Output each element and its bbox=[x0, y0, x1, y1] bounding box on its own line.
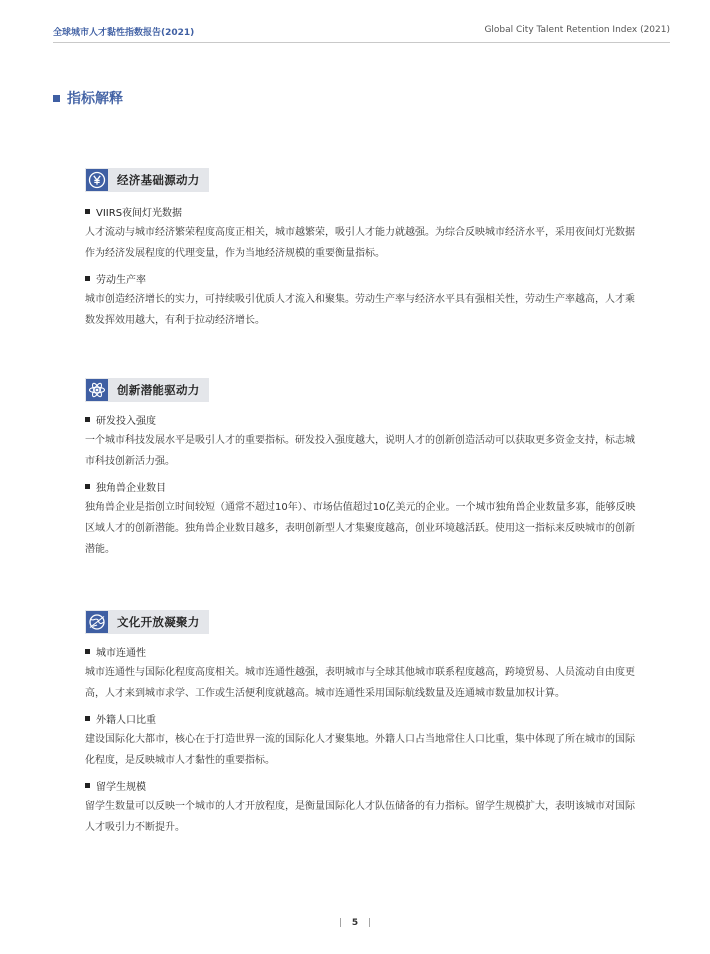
page-footer bbox=[0, 918, 710, 928]
square-bullet-icon bbox=[85, 484, 90, 489]
indicator-title-text: 留学生规模 bbox=[96, 781, 146, 793]
indicator-item bbox=[85, 271, 640, 331]
indicator-item bbox=[85, 204, 640, 264]
atom-icon bbox=[86, 379, 108, 401]
page-number: 5 bbox=[351, 918, 359, 928]
footer-divider: | bbox=[338, 918, 342, 928]
indicator-title bbox=[85, 204, 640, 218]
indicator-description: 留学生数量可以反映一个城市的人才开放程度，是衡量国际化人才队伍储备的有力指标。留学生规模扩大，表明该城市对国际人才吸引力不断提升。 bbox=[85, 801, 635, 833]
indicator-item bbox=[85, 711, 640, 771]
indicator-title bbox=[85, 412, 640, 426]
footer-divider: | bbox=[368, 918, 372, 928]
header-divider bbox=[53, 42, 670, 43]
category-title: 创新潜能驱动力 bbox=[117, 383, 200, 397]
indicator-title bbox=[85, 479, 640, 493]
report-title-en: Global City Talent Retention Index (2021) bbox=[484, 25, 670, 35]
square-bullet-icon bbox=[53, 95, 60, 102]
indicator-title bbox=[85, 271, 640, 285]
indicator-description: 一个城市科技发展水平是吸引人才的重要指标。研发投入强度越大，说明人才的创新创造活动可以获取更多资金支持，标志城市科技创新活力强。 bbox=[85, 435, 635, 467]
indicator-description: 建设国际化大都市，核心在于打造世界一流的国际化人才聚集地。外籍人口占当地常住人口比重，集中体现了所在城市的国际化程度，是反映城市人才黏性的重要指标。 bbox=[85, 734, 635, 766]
square-bullet-icon bbox=[85, 783, 90, 788]
indicator-item bbox=[85, 778, 640, 838]
indicator-description: 人才流动与城市经济繁荣程度高度正相关，城市越繁荣，吸引人才能力就越强。为综合反映城市经济水平，采用夜间灯光数据作为经济发展程度的代理变量，作为当地经济规模的重要衡量指标。 bbox=[85, 227, 635, 259]
square-bullet-icon bbox=[85, 276, 90, 281]
indicator-item bbox=[85, 479, 640, 560]
category-innovation bbox=[85, 378, 640, 560]
indicator-title-text: 研发投入强度 bbox=[96, 415, 156, 427]
indicator-title bbox=[85, 711, 640, 725]
indicator-description: 独角兽企业是指创立时间较短（通常不超过10年）、市场估值超过10亿美元的企业。一个城市独角兽企业数量多寡，能够反映区域人才的创新潜能。独角兽企业数目越多，表明创新型人才集聚度越高，创业环境越活跃。使用这一指标来反映城市的创新潜能。 bbox=[85, 502, 636, 555]
category-header bbox=[85, 610, 209, 634]
square-bullet-icon bbox=[85, 417, 90, 422]
indicator-title-text: 城市连通性 bbox=[96, 647, 146, 659]
report-title: 全球城市人才黏性指数报告(2021) bbox=[53, 28, 195, 38]
indicator-title-text: 独角兽企业数目 bbox=[96, 482, 166, 494]
category-header bbox=[85, 378, 209, 402]
square-bullet-icon bbox=[85, 649, 90, 654]
indicator-title bbox=[85, 778, 640, 792]
yen-icon bbox=[86, 169, 108, 191]
category-header bbox=[85, 168, 209, 192]
indicator-description: 城市连通性与国际化程度高度相关。城市连通性越强，表明城市与全球其他城市联系程度越高，跨境贸易、人员流动自由度更高，人才来到城市求学、工作或生活便利度就越高。城市连通性采用国际航线数量及连通城市数量加权计算。 bbox=[85, 667, 635, 699]
category-title: 文化开放凝聚力 bbox=[117, 615, 200, 629]
square-bullet-icon bbox=[85, 209, 90, 214]
indicator-title-text: VIIRS夜间灯光数据 bbox=[96, 207, 183, 219]
indicator-title bbox=[85, 644, 640, 658]
indicator-item bbox=[85, 644, 640, 704]
category-economic bbox=[85, 168, 640, 331]
square-bullet-icon bbox=[85, 716, 90, 721]
indicator-item bbox=[85, 412, 640, 472]
category-culture bbox=[85, 610, 640, 838]
section-heading bbox=[53, 88, 123, 108]
indicator-title-text: 劳动生产率 bbox=[96, 274, 146, 286]
category-title: 经济基础源动力 bbox=[117, 173, 200, 187]
globe-icon bbox=[86, 611, 108, 633]
indicator-title-text: 外籍人口比重 bbox=[96, 714, 156, 726]
section-heading-text: 指标解释 bbox=[67, 91, 123, 107]
indicator-description: 城市创造经济增长的实力，可持续吸引优质人才流入和聚集。劳动生产率与经济水平具有强相关性，劳动生产率越高，人才乘数发挥效用越大，有利于拉动经济增长。 bbox=[85, 294, 635, 326]
